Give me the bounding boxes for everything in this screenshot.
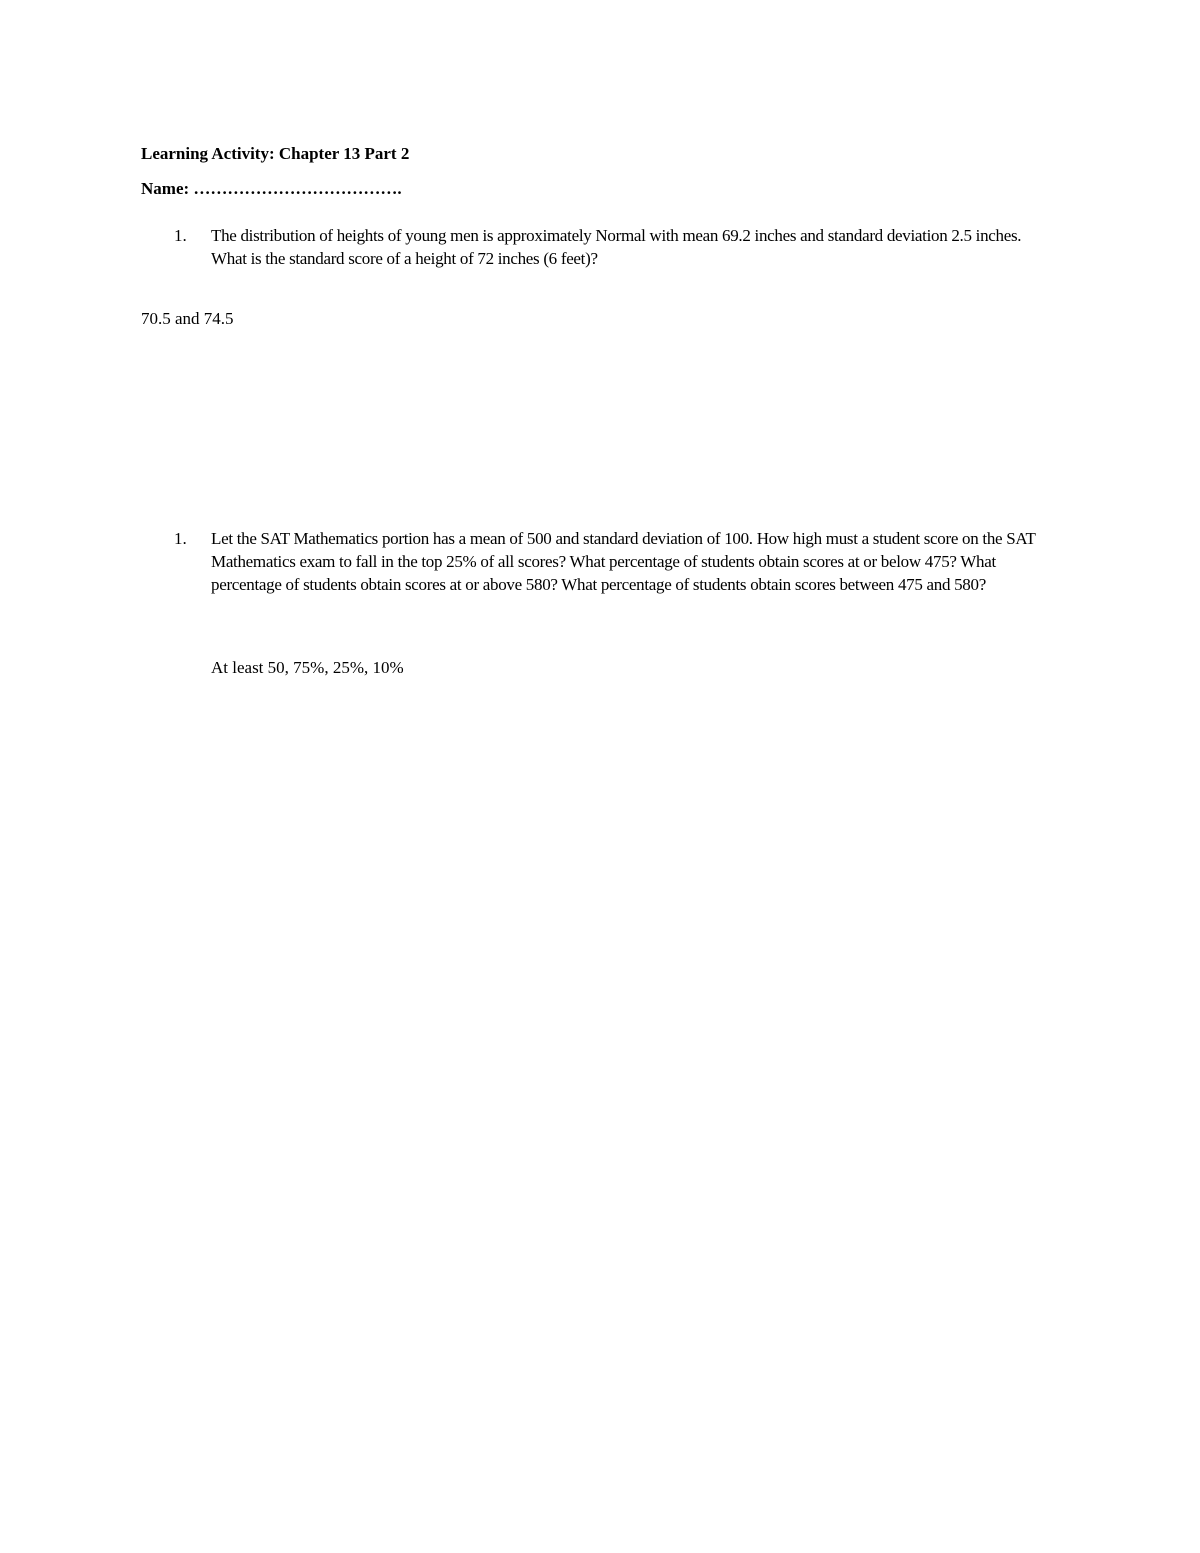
answer-2: At least 50, 75%, 25%, 10% — [211, 658, 404, 677]
question-text: The distribution of heights of young men is approximately Normal with mean 69.2 inches and standard deviation 2.5 inches. What is the standard score of a height of 72 inches (6 feet)? — [211, 226, 1022, 268]
name-field-label: Name: ………………………………. — [141, 179, 402, 198]
question-number: 1. — [174, 226, 187, 245]
question-number: 1. — [174, 529, 187, 548]
answer-1: 70.5 and 74.5 — [141, 309, 234, 328]
question-text: Let the SAT Mathematics portion has a mean of 500 and standard deviation of 100. How high must a student score on the SAT Mathematics exam to fall in the top 25% of all scores? What percentage of students obtain scores at or below 475? What percentage of students obtain scores at or above 580? What percentage of students obtain scores between 475 and 580? — [211, 529, 1036, 594]
document-title: Learning Activity: Chapter 13 Part 2 — [141, 144, 410, 163]
